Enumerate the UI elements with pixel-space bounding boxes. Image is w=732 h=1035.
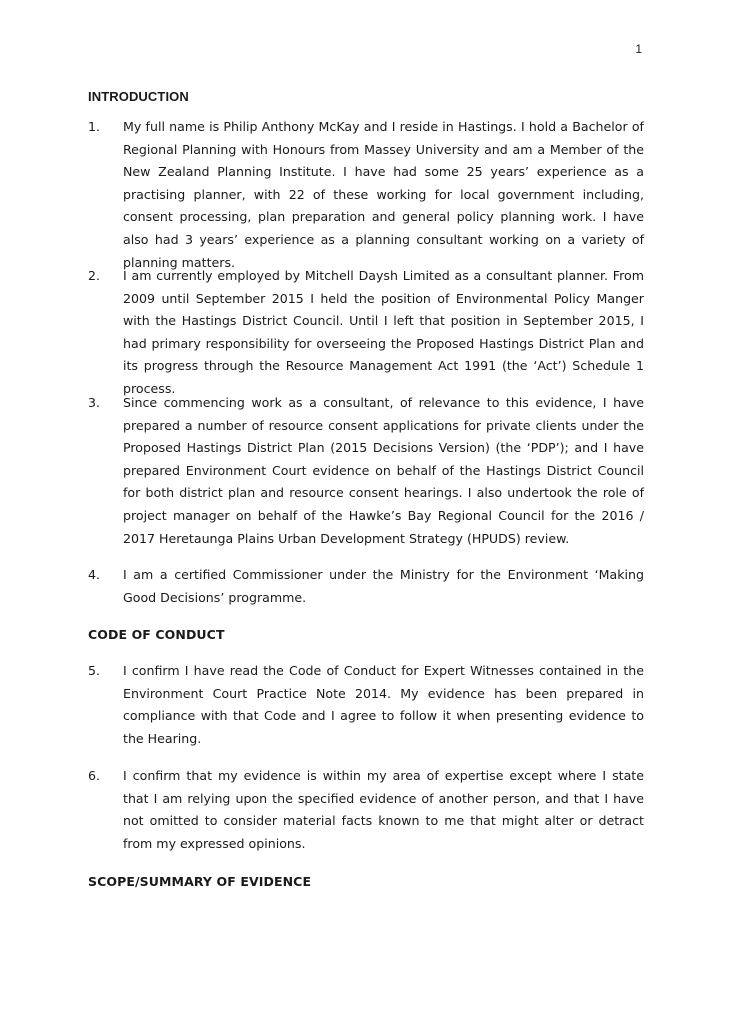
paragraph-number: 3. bbox=[88, 395, 101, 410]
paragraph-number: 4. bbox=[88, 567, 101, 582]
paragraph-text: I am currently employed by Mitchell Daysh Limited as a consultant planner. From 2009 until September 2015 I held the position of Environmental Policy Manger with the Hastings District Council. Until I left that position in September 2015, I had primary responsibility for overseeing the Proposed Hastings District Plan and its progress through the Resource Management Act 1991 (the ‘Act’) Schedule 1 process. bbox=[123, 268, 644, 396]
numbered-paragraph bbox=[88, 564, 644, 609]
section-heading-introduction: INTRODUCTION bbox=[88, 89, 189, 104]
numbered-paragraph bbox=[88, 392, 644, 550]
numbered-paragraph bbox=[88, 660, 644, 750]
paragraph-number: 1. bbox=[88, 119, 101, 134]
paragraph-text: I am a certified Commissioner under the Ministry for the Environment ‘Making Good Decisions’ programme. bbox=[123, 567, 644, 605]
numbered-paragraph bbox=[88, 265, 644, 401]
paragraph-text: Since commencing work as a consultant, of relevance to this evidence, I have prepared a number of resource consent applications for private clients under the Proposed Hastings District Plan (2015 Decisions Version) (the ‘PDP’); and I have prepared Environment Court evidence on behalf of the Hastings District Council for both district plan and resource consent hearings. I also undertook the role of project manager on behalf of the Hawke’s Bay Regional Council for the 2016 / 2017 Heretaunga Plains Urban Development Strategy (HPUDS) review. bbox=[123, 395, 644, 546]
paragraph-number: 2. bbox=[88, 268, 101, 283]
paragraph-number: 5. bbox=[88, 663, 101, 678]
page-number: 1 bbox=[635, 42, 642, 56]
numbered-paragraph bbox=[88, 116, 644, 274]
paragraph-text: I confirm I have read the Code of Conduct for Expert Witnesses contained in the Environment Court Practice Note 2014. My evidence has been prepared in compliance with that Code and I agree to follow it when presenting evidence to the Hearing. bbox=[123, 663, 644, 746]
numbered-paragraph bbox=[88, 765, 644, 855]
paragraph-text: I confirm that my evidence is within my area of expertise except where I state that I am relying upon the specified evidence of another person, and that I have not omitted to consider material facts known to me that might alter or detract from my expressed opinions. bbox=[123, 768, 644, 851]
section-heading-code-of-conduct: CODE OF CONDUCT bbox=[88, 627, 225, 642]
section-heading-scope-summary: SCOPE/SUMMARY OF EVIDENCE bbox=[88, 874, 312, 889]
paragraph-number: 6. bbox=[88, 768, 101, 783]
paragraph-text: My full name is Philip Anthony McKay and I reside in Hastings. I hold a Bachelor of Regional Planning with Honours from Massey University and am a Member of the New Zealand Planning Institute. I have had some 25 years’ experience as a practising planner, with 22 of these working for local government including, consent processing, plan preparation and general policy planning work. I have also had 3 years’ experience as a planning consultant working on a variety of planning matters. bbox=[123, 119, 644, 270]
